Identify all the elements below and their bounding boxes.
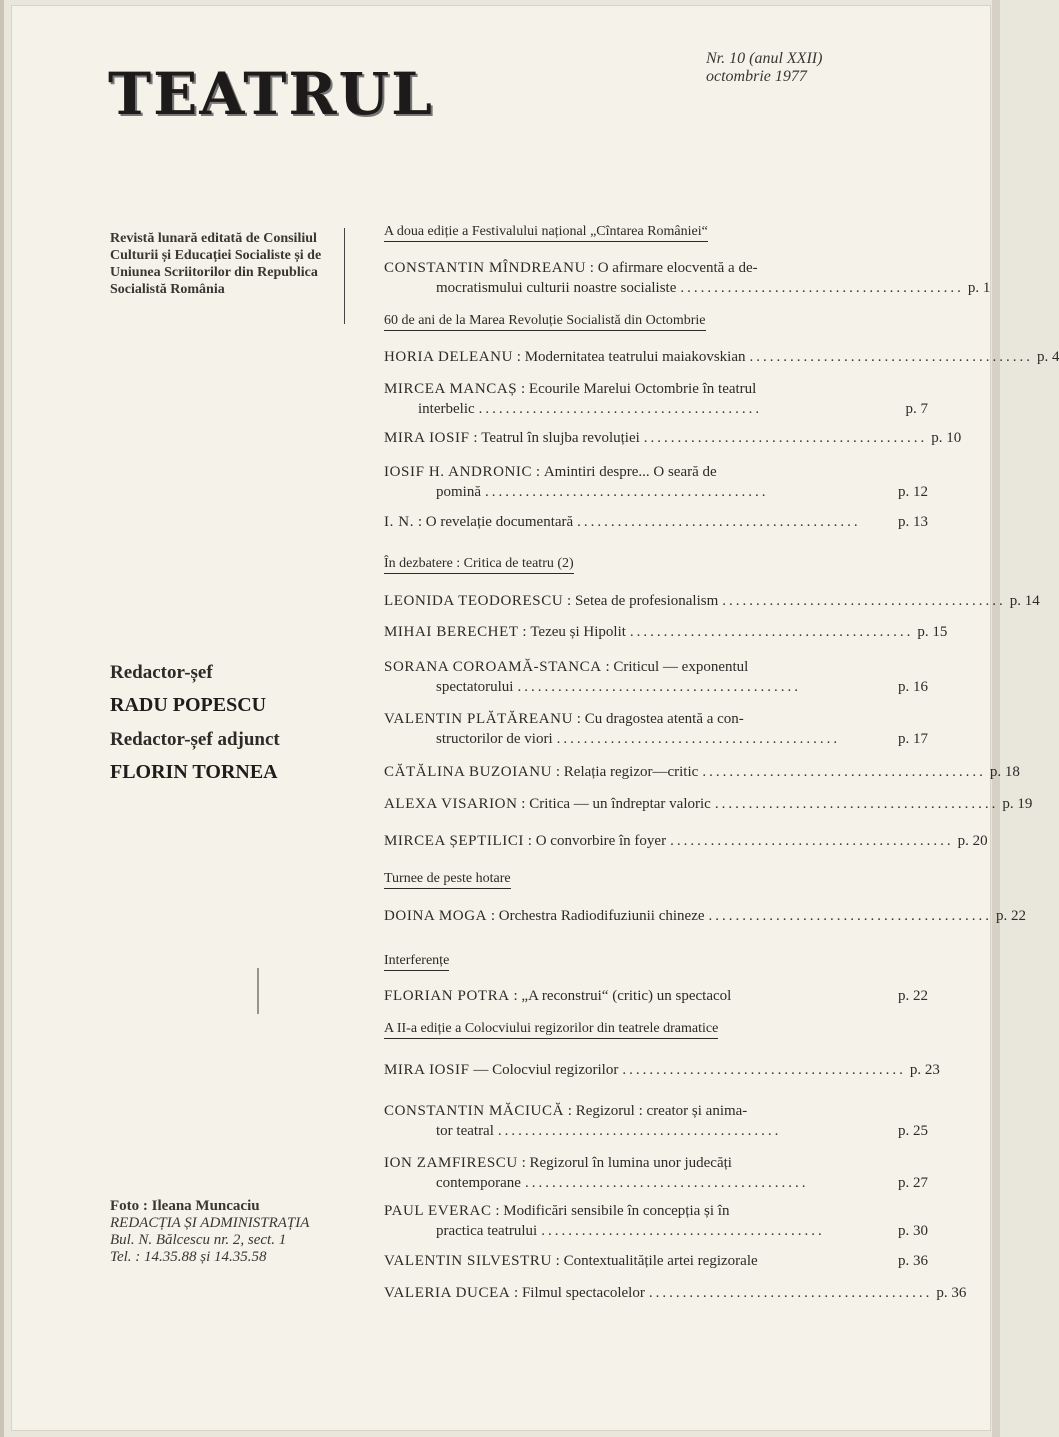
toc-entry: LEONIDA TEODORESCU : Setea de profesionalism .......................................... p. 14 (384, 593, 1040, 609)
entry-title: Setea de profesionalism (574, 593, 719, 609)
entry-title-cont: spectatorului (436, 679, 514, 695)
editorial-office: REDACȚIA ȘI ADMINISTRAȚIA (110, 1215, 310, 1231)
toc-entry: CĂTĂLINA BUZOIANU : Relația regizor—critic .......................................... p. 18 (384, 764, 1020, 780)
entry-page: p. 17 (898, 731, 928, 747)
toc-entry: FLORIAN POTRA : „A reconstrui“ (critic) un spectacol p. 22 (384, 988, 928, 1004)
entry-author: MIRA IOSIF (384, 1062, 470, 1078)
entry-title: Modificări sensibile în concepția și în (503, 1203, 730, 1219)
entry-page: p. 10 (931, 430, 962, 446)
masthead-logo: TEATRUL (108, 60, 434, 128)
deputy-editor-name: FLORIN TORNEA (110, 761, 278, 783)
entry-title-cont: pomină (436, 484, 481, 500)
column-divider (344, 228, 345, 324)
entry-title: Orchestra Radiodifuziunii chineze (498, 908, 705, 924)
entry-title: O afirmare elocventă a de- (597, 260, 758, 276)
chief-editor-role: Redactor-șef (110, 662, 213, 683)
entry-author: FLORIAN POTRA (384, 988, 510, 1004)
entry-page: p. 27 (898, 1175, 928, 1191)
entry-title: Regizorul : creator și anima- (575, 1103, 748, 1119)
entry-author: PAUL EVERAC (384, 1203, 492, 1219)
contact-block (110, 1198, 332, 1266)
entry-page: p. 36 (898, 1253, 928, 1269)
entry-title-cont: practica teatrului (436, 1223, 538, 1239)
toc-entry: ION ZAMFIRESCU : Regizorul în lumina unor judecăți contemporane .......................................... p. 27 (384, 1155, 928, 1191)
toc-section: În dezbatere : Critica de teatru (2) (384, 556, 574, 574)
entry-title: Regizorul în lumina unor judecăți (529, 1155, 732, 1171)
entry-author: HORIA DELEANU (384, 349, 514, 365)
entry-title: Amintiri despre... O seară de (543, 464, 717, 480)
entry-author: MIHAI BERECHET (384, 624, 519, 640)
toc-entry: VALENTIN SILVESTRU : Contextualitățile artei regizorale p. 36 (384, 1253, 928, 1269)
entry-author: I. N. (384, 514, 415, 530)
entry-author: ALEXA VISARION (384, 796, 518, 812)
entry-page: p. 22 (898, 988, 928, 1004)
entry-page: p. 1 (967, 280, 991, 296)
entry-author: DOINA MOGA (384, 908, 488, 924)
entry-author: ION ZAMFIRESCU (384, 1155, 518, 1171)
entry-title-cont: contemporane (436, 1175, 521, 1191)
entry-title-cont: tor teatral (436, 1123, 494, 1139)
entry-page: p. 15 (917, 624, 948, 640)
entry-title: O revelație documentară (425, 514, 574, 530)
entry-author: VALENTIN PLĂTĂREANU (384, 711, 574, 727)
toc-entry: HORIA DELEANU : Modernitatea teatrului maiakovskian .......................................... p. 4 (384, 349, 1059, 365)
entry-title-cont: mocratismului culturii noastre socialiste (436, 280, 677, 296)
entry-page: p. 36 (936, 1285, 967, 1301)
toc-section: 60 de ani de la Marea Revoluție Socialistă din Octombrie (384, 313, 706, 331)
editors-block (110, 662, 332, 796)
issue-number: Nr. 10 (anul XXII) (706, 50, 823, 67)
toc-entry: PAUL EVERAC : Modificări sensibile în concepția și în practica teatrului .......................................... p. 30 (384, 1203, 928, 1239)
entry-author: VALERIA DUCEA (384, 1285, 511, 1301)
entry-author: LEONIDA TEODORESCU (384, 593, 564, 609)
toc-entry: I. N. : O revelație documentară .......................................... p. 13 (384, 514, 928, 530)
toc-section: Turnee de peste hotare (384, 871, 511, 889)
page-edge (992, 0, 1000, 1437)
entry-page: p. 13 (898, 514, 928, 530)
toc-entry: DOINA MOGA : Orchestra Radiodifuziunii chineze .......................................... p. 22 (384, 908, 1027, 924)
publisher-note: Revistă lunară editată de Consiliul Culturii și Educației Socialiste și de Uniunea Scriitorilor din Republica Socialistă România (110, 231, 322, 297)
entry-title-cont: interbelic (418, 401, 475, 417)
toc-entry: VALENTIN PLĂTĂREANU : Cu dragostea atentă a con- structorilor de viori .......................................... p. 17 (384, 711, 928, 747)
deputy-editor-role: Redactor-șef adjunct (110, 729, 280, 750)
entry-author: CONSTANTIN MÎNDREANU (384, 260, 587, 276)
entry-title: Colocviul regizorilor (492, 1062, 619, 1078)
toc-entry: VALERIA DUCEA : Filmul spectacolelor .......................................... p. 36 (384, 1285, 967, 1301)
entry-page: p. 12 (898, 484, 928, 500)
binding-spine (0, 0, 4, 1437)
office-address: Bul. N. Bălcescu nr. 2, sect. 1 (110, 1232, 287, 1248)
entry-page: p. 7 (905, 401, 928, 417)
issue-date: octombrie 1977 (706, 68, 807, 85)
entry-page: p. 16 (898, 679, 928, 695)
entry-page: p. 14 (1009, 593, 1040, 609)
entry-title: Tezeu și Hipolit (530, 624, 626, 640)
entry-page: p. 4 (1036, 349, 1059, 365)
entry-title: Filmul spectacolelor (521, 1285, 645, 1301)
entry-title: „A reconstrui“ (critic) un spectacol (521, 988, 732, 1004)
entry-author: MIRCEA MANCAȘ (384, 381, 518, 397)
chief-editor-name: RADU POPESCU (110, 694, 267, 716)
entry-page: p. 18 (989, 764, 1020, 780)
toc-entry: SORANA COROAMĂ-STANCA : Criticul — exponentul spectatorului .......................................... p. 16 (384, 659, 928, 695)
toc-entry: MIHAI BERECHET : Tezeu și Hipolit .......................................... p. 15 (384, 624, 948, 640)
toc-entry: MIRCEA MANCAȘ : Ecourile Marelui Octombrie în teatrul interbelic .......................................... p. 7 (384, 381, 928, 417)
entry-title: Modernitatea teatrului maiakovskian (524, 349, 746, 365)
entry-author: MIRCEA ȘEPTILICI (384, 833, 525, 849)
entry-page: p. 20 (957, 833, 988, 849)
toc-entry: ALEXA VISARION : Critica — un îndreptar valoric .......................................... p. 19 (384, 796, 1033, 812)
entry-author: IOSIF H. ANDRONIC (384, 464, 533, 480)
entry-author: VALENTIN SILVESTRU (384, 1253, 552, 1269)
entry-page: p. 23 (909, 1062, 940, 1078)
entry-page: p. 25 (898, 1123, 928, 1139)
entry-page: p. 19 (1002, 796, 1033, 812)
entry-title: Contextualitățile artei regizorale (563, 1253, 758, 1269)
office-phone: Tel. : 14.35.88 și 14.35.58 (110, 1249, 267, 1265)
photo-credit: Foto : Ileana Muncaciu (110, 1198, 260, 1214)
entry-author: CONSTANTIN MĂCIUCĂ (384, 1103, 565, 1119)
entry-page: p. 30 (898, 1223, 928, 1239)
margin-mark (257, 968, 259, 1014)
entry-title: Teatrul în slujba revoluției (481, 430, 640, 446)
entry-author: SORANA COROAMĂ-STANCA (384, 659, 602, 675)
toc-entry: MIRA IOSIF — Colocviul regizorilor .......................................... p. 23 (384, 1062, 940, 1078)
toc-entry: IOSIF H. ANDRONIC : Amintiri despre... O seară de pomină .......................................... p. 12 (384, 464, 928, 500)
entry-title: Cu dragostea atentă a con- (584, 711, 744, 727)
entry-author: CĂTĂLINA BUZOIANU (384, 764, 553, 780)
entry-title: O convorbire în foyer (535, 833, 667, 849)
entry-title-cont: structorilor de viori (436, 731, 553, 747)
toc-entry: CONSTANTIN MÎNDREANU : O afirmare elocventă a de- mocratismului culturii noastre socialiste .......................................... p. 1 (384, 260, 991, 296)
toc-entry: MIRCEA ȘEPTILICI : O convorbire în foyer .......................................... p. 20 (384, 833, 988, 849)
entry-page: p. 22 (996, 908, 1027, 924)
entry-title: Criticul — exponentul (613, 659, 749, 675)
entry-title: Relația regizor—critic (563, 764, 699, 780)
toc-section: A II-a ediție a Colocviului regizorilor din teatrele dramatice (384, 1021, 718, 1039)
toc-entry: MIRA IOSIF : Teatrul în slujba revoluției .......................................... p. 10 (384, 430, 962, 446)
toc-section: A doua ediție a Festivalului național „Cîntarea României“ (384, 224, 708, 242)
entry-author: MIRA IOSIF (384, 430, 470, 446)
toc-section: Interferențe (384, 953, 449, 971)
entry-title: Ecourile Marelui Octombrie în teatrul (528, 381, 757, 397)
entry-title: Critica — un îndreptar valoric (529, 796, 711, 812)
toc-entry: CONSTANTIN MĂCIUCĂ : Regizorul : creator și anima- tor teatral .......................................... p. 25 (384, 1103, 928, 1139)
issue-info (706, 50, 822, 86)
